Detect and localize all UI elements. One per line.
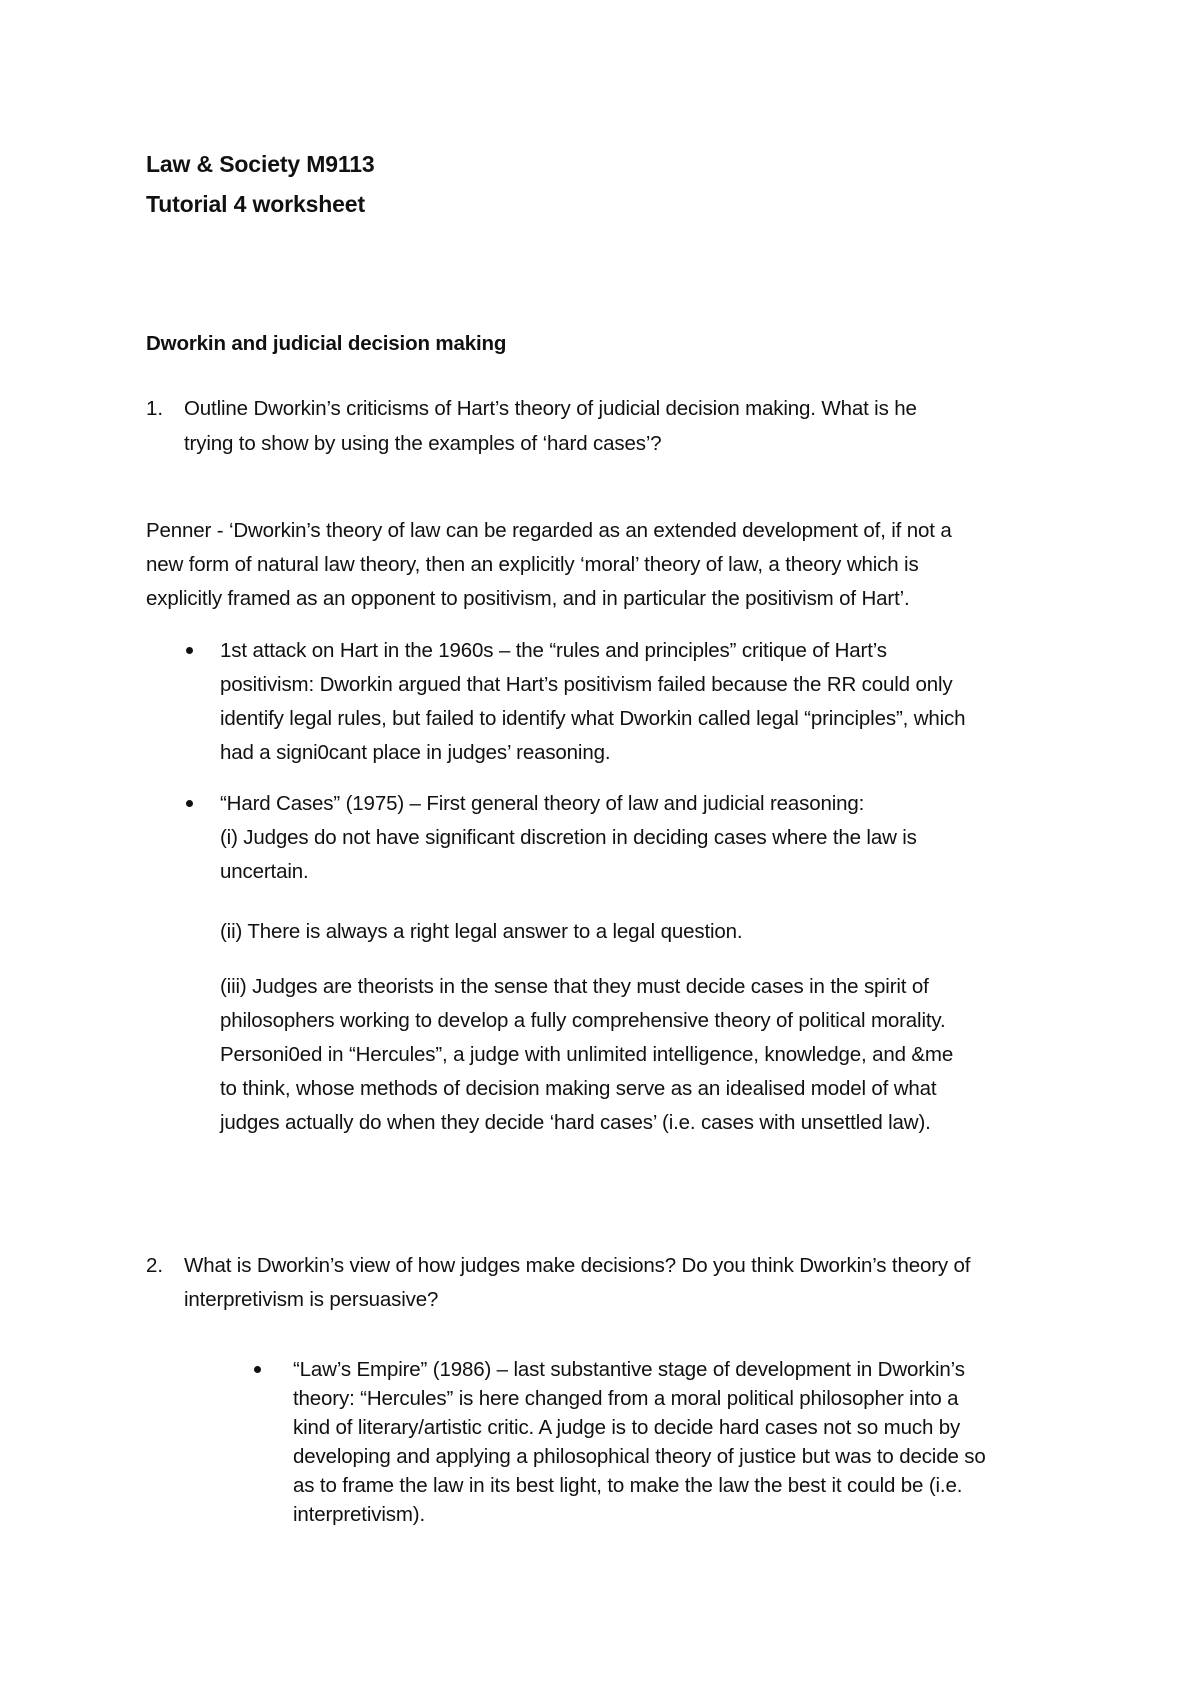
point-iii-line: judges actually do when they decide ‘hard cases’ (i.e. cases with unsettled law).	[220, 1111, 931, 1134]
bullet-3-line: theory: “Hercules” is here changed from a moral political philosopher into a	[293, 1387, 959, 1410]
bullet-1-line: positivism: Dworkin argued that Hart’s positivism failed because the RR could only	[220, 673, 953, 696]
point-ii: (ii) There is always a right legal answer to a legal question.	[220, 920, 743, 943]
worksheet-title: Tutorial 4 worksheet	[146, 191, 365, 217]
bullet-1-line: 1st attack on Hart in the 1960s – the “rules and principles” critique of Hart’s	[220, 639, 887, 662]
point-iii-line: (iii) Judges are theorists in the sense that they must decide cases in the spirit of	[220, 975, 929, 998]
question-2-line: What is Dworkin’s view of how judges make decisions? Do you think Dworkin’s theory of	[184, 1254, 971, 1277]
point-iii-line: to think, whose methods of decision making serve as an idealised model of what	[220, 1077, 937, 1100]
question-1-number: 1.	[146, 397, 164, 420]
point-iii-line: Personi0ed in “Hercules”, a judge with unlimited intelligence, knowledge, and &me	[220, 1043, 954, 1066]
bullet-2-line: uncertain.	[220, 860, 309, 883]
bullet-1-line: had a signi0cant place in judges’ reasoning.	[220, 741, 611, 764]
penner-quote-line: new form of natural law theory, then an explicitly ‘moral’ theory of law, a theory which is	[146, 553, 919, 576]
question-2-number: 2.	[146, 1254, 164, 1277]
bullet-icon	[254, 1366, 261, 1373]
bullet-2-line: (i) Judges do not have significant discretion in deciding cases where the law is	[220, 826, 917, 849]
bullet-3-line: “Law’s Empire” (1986) – last substantive stage of development in Dworkin’s	[293, 1358, 965, 1381]
bullet-icon	[186, 647, 193, 654]
penner-quote-line: explicitly framed as an opponent to positivism, and in particular the positivism of Hart’.	[146, 587, 910, 610]
bullet-3-line: as to frame the law in its best light, to make the law the best it could be (i.e.	[293, 1474, 963, 1497]
bullet-3-line: interpretivism).	[293, 1503, 426, 1526]
section-heading: Dworkin and judicial decision making	[146, 332, 507, 355]
course-title: Law & Society M9113	[146, 151, 375, 177]
bullet-2-line: “Hard Cases” (1975) – First general theory of law and judicial reasoning:	[220, 792, 865, 815]
bullet-3-line: developing and applying a philosophical theory of justice but was to decide so	[293, 1445, 986, 1468]
bullet-1-line: identify legal rules, but failed to identify what Dworkin called legal “principles”, which	[220, 707, 966, 730]
point-iii-line: philosophers working to develop a fully comprehensive theory of political morality.	[220, 1009, 946, 1032]
question-1-line: trying to show by using the examples of ‘hard cases’?	[184, 432, 662, 455]
question-2-line: interpretivism is persuasive?	[184, 1288, 439, 1311]
bullet-icon	[186, 800, 193, 807]
bullet-3-line: kind of literary/artistic critic. A judge is to decide hard cases not so much by	[293, 1416, 961, 1439]
question-1-line: Outline Dworkin’s criticisms of Hart’s theory of judicial decision making. What is he	[184, 397, 917, 420]
penner-quote-line: Penner - ‘Dworkin’s theory of law can be regarded as an extended development of, if not a	[146, 519, 952, 542]
